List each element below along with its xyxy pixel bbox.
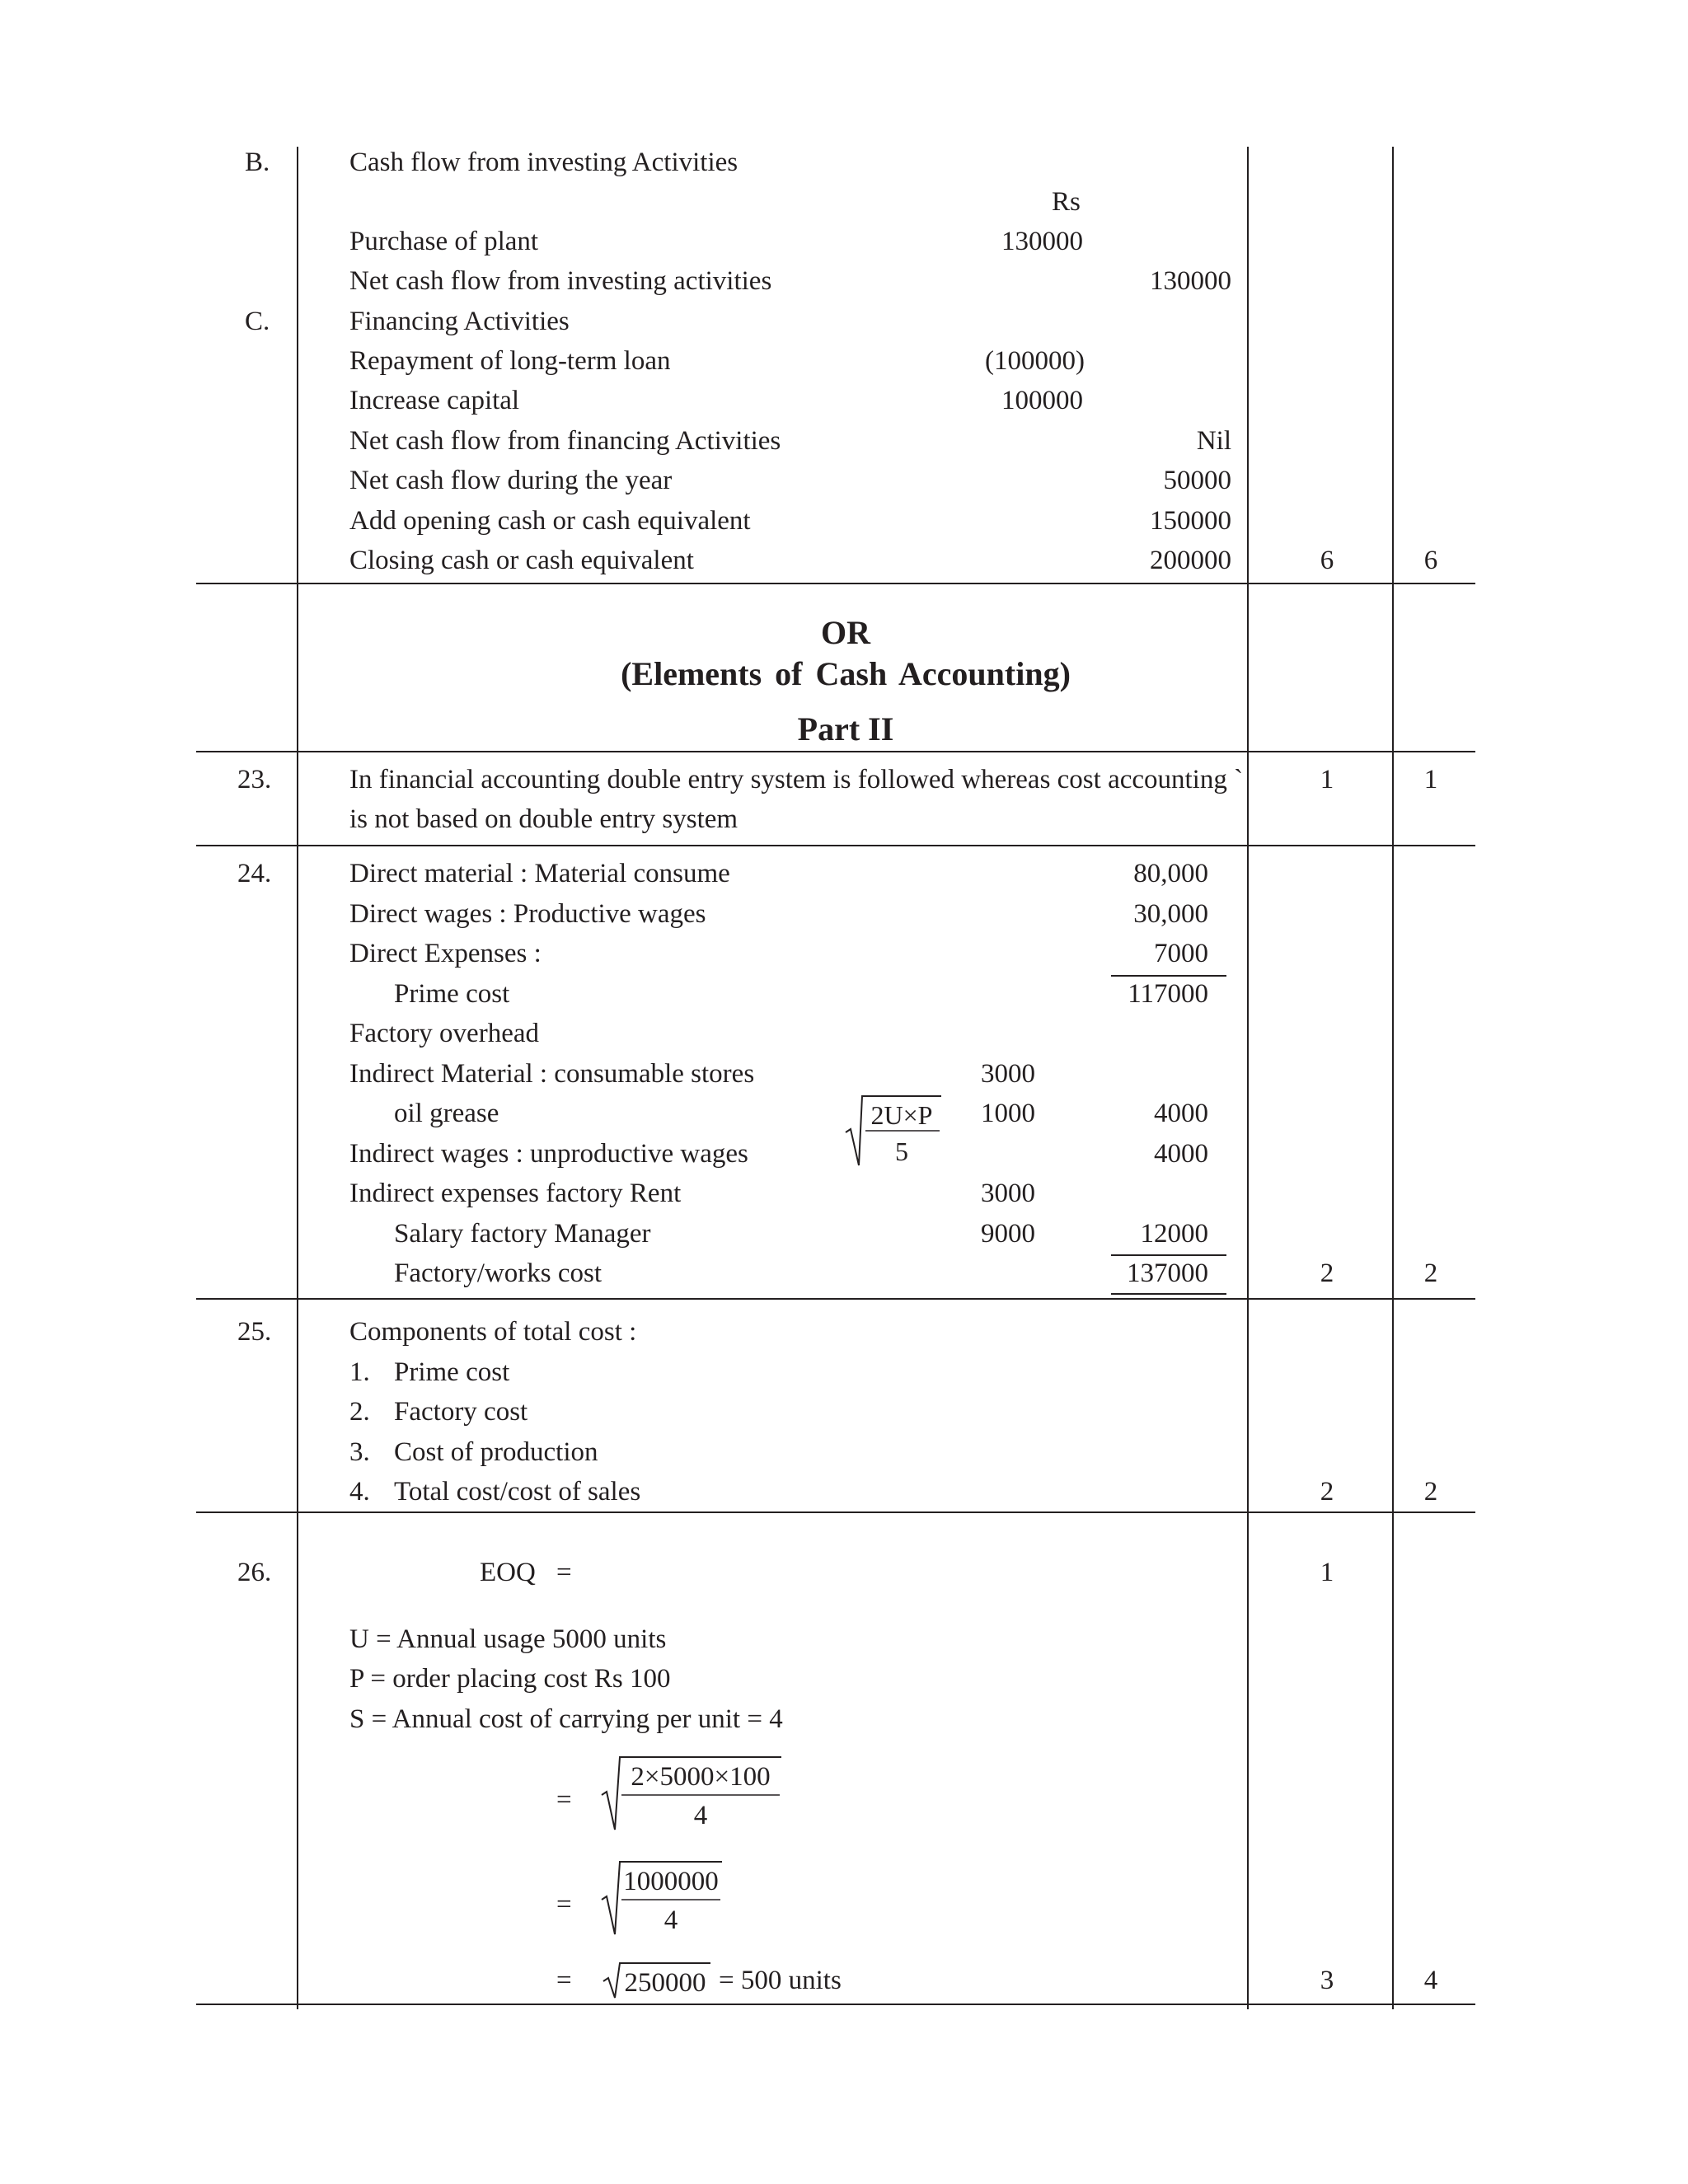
stray-formula-denominator: 5 (895, 1137, 908, 1166)
step3-radical (602, 1960, 712, 1999)
row-divider (196, 2004, 1475, 2005)
closing-marks: 6 (1320, 546, 1334, 575)
step2-denominator: 4 (663, 1905, 678, 1935)
net-financing-label: Net cash flow from financing Activities (349, 426, 781, 456)
q25-item-text: Total cost/cost of sales (394, 1477, 641, 1507)
closing-cash-amount: 200000 (1150, 546, 1231, 575)
section-b-label: B. (245, 148, 270, 177)
row-divider (196, 845, 1475, 846)
step2-numerator: 1000000 (623, 1867, 719, 1896)
q24-row-amount: 4000 (1154, 1139, 1208, 1169)
q24-row-label: Salary factory Manager (394, 1219, 651, 1249)
q25-item-number: 4. (349, 1477, 370, 1507)
q24-row-label: Direct wages : Productive wages (349, 899, 706, 929)
eoq-marks: 1 (1320, 1558, 1334, 1587)
section-c-label: C. (245, 307, 270, 336)
net-financing-amount: Nil (1196, 426, 1231, 456)
q25-marks: 2 (1320, 1477, 1334, 1507)
row-divider (196, 751, 1475, 752)
q24-row-sub: 1000 (981, 1099, 1035, 1128)
step1-radical (600, 1754, 783, 1833)
purchase-plant-amount: 130000 (1001, 227, 1083, 256)
purchase-plant-label: Purchase of plant (349, 227, 539, 256)
left-column-divider (297, 147, 298, 2009)
increase-capital-amount: 100000 (1001, 386, 1083, 415)
total-column-divider (1392, 147, 1394, 2009)
q26-number: 26. (237, 1558, 272, 1587)
net-year-label: Net cash flow during the year (349, 466, 673, 495)
q24-row-label: Factory overhead (349, 1019, 539, 1048)
q24-row-label: Indirect expenses factory Rent (349, 1179, 682, 1208)
step1-equals: = (556, 1785, 572, 1815)
step2-equals: = (556, 1890, 572, 1919)
closing-cash-label: Closing cash or cash equivalent (349, 546, 694, 575)
q24-row-amount: 12000 (1140, 1219, 1208, 1249)
eoq-label: EOQ (480, 1558, 536, 1587)
q24-row-amount: 7000 (1154, 939, 1208, 968)
subtotal-rule (1111, 975, 1226, 977)
repayment-label: Repayment of long-term loan (349, 346, 671, 376)
q25-item-number: 2. (349, 1397, 370, 1427)
q24-row-label: Prime cost (394, 979, 510, 1009)
opening-cash-amount: 150000 (1150, 506, 1231, 536)
subtotal-rule (1111, 1254, 1226, 1256)
q24-row-label: Indirect Material : consumable stores (349, 1059, 755, 1089)
q24-total: 2 (1423, 1258, 1438, 1288)
q25-title: Components of total cost : (349, 1317, 637, 1347)
net-investing-label: Net cash flow from investing activities (349, 266, 772, 296)
q24-row-amount: 4000 (1154, 1099, 1208, 1128)
q25-item-text: Factory cost (394, 1397, 528, 1427)
row-divider (196, 1298, 1475, 1300)
step3-equals: = (556, 1966, 572, 1995)
q24-row-label: Indirect wages : unproductive wages (349, 1139, 748, 1169)
q23-marks: 1 (1320, 765, 1334, 794)
q25-total: 2 (1423, 1477, 1438, 1507)
row-divider (196, 1511, 1475, 1513)
q24-row-sub: 3000 (981, 1059, 1035, 1089)
part-heading: Part II (797, 710, 894, 748)
or-heading: OR (821, 614, 870, 651)
step1-denominator: 4 (693, 1801, 708, 1830)
q24-marks: 2 (1320, 1258, 1334, 1288)
q24-row-amount: 137000 (1127, 1258, 1208, 1288)
q24-row-label: Direct Expenses : (349, 939, 542, 968)
step3-radicand: 250000 (624, 1968, 706, 1998)
net-year-amount: 50000 (1163, 466, 1231, 495)
q24-row-amount: 80,000 (1133, 859, 1208, 888)
q24-row-label: oil grease (394, 1099, 499, 1128)
increase-capital-label: Increase capital (349, 386, 520, 415)
q25-item-number: 1. (349, 1357, 370, 1387)
net-investing-amount: 130000 (1150, 266, 1231, 296)
stray-radical-formula (844, 1093, 943, 1169)
step1-numerator: 2×5000×100 (631, 1762, 771, 1792)
row-divider (196, 583, 1475, 584)
q24-row-amount: 117000 (1128, 979, 1208, 1009)
definition-line: U = Annual usage 5000 units (349, 1624, 667, 1654)
q24-row-sub: 9000 (981, 1219, 1035, 1249)
currency-label: Rs (1052, 187, 1081, 217)
total-rule (1111, 1293, 1226, 1295)
q24-row-label: Factory/works cost (394, 1258, 603, 1288)
q24-row-amount: 30,000 (1133, 899, 1208, 929)
q25-item-text: Prime cost (394, 1357, 510, 1387)
q23-text-line1: In financial accounting double entry system is followed whereas cost accounting ` (349, 765, 1244, 794)
q23-total: 1 (1423, 765, 1438, 794)
step3-result: = 500 units (719, 1966, 842, 1995)
section-c-title: Financing Activities (349, 307, 570, 336)
q26-total: 4 (1423, 1966, 1438, 1995)
closing-total: 6 (1423, 546, 1438, 575)
q24-row-sub: 3000 (981, 1179, 1035, 1208)
q23-text-line2: is not based on double entry system (349, 804, 738, 834)
q24-row-label: Direct material : Material consume (349, 859, 730, 888)
section-subtitle: (Elements of Cash Accounting) (621, 655, 1071, 692)
section-b-title: Cash flow from investing Activities (349, 148, 738, 177)
q24-number: 24. (237, 859, 272, 888)
opening-cash-label: Add opening cash or cash equivalent (349, 506, 751, 536)
eoq-equals: = (556, 1558, 572, 1587)
marks-column-divider (1247, 147, 1249, 2009)
repayment-amount: (100000) (985, 346, 1085, 376)
q25-number: 25. (237, 1317, 272, 1347)
definition-line: P = order placing cost Rs 100 (349, 1664, 671, 1694)
q25-item-text: Cost of production (394, 1437, 598, 1467)
q23-number: 23. (237, 765, 272, 794)
q26-marks: 3 (1320, 1966, 1334, 1995)
step2-radical (600, 1858, 724, 1938)
q25-item-number: 3. (349, 1437, 370, 1467)
definition-line: S = Annual cost of carrying per unit = 4 (349, 1704, 783, 1734)
stray-formula-numerator: 2U×P (870, 1100, 933, 1130)
